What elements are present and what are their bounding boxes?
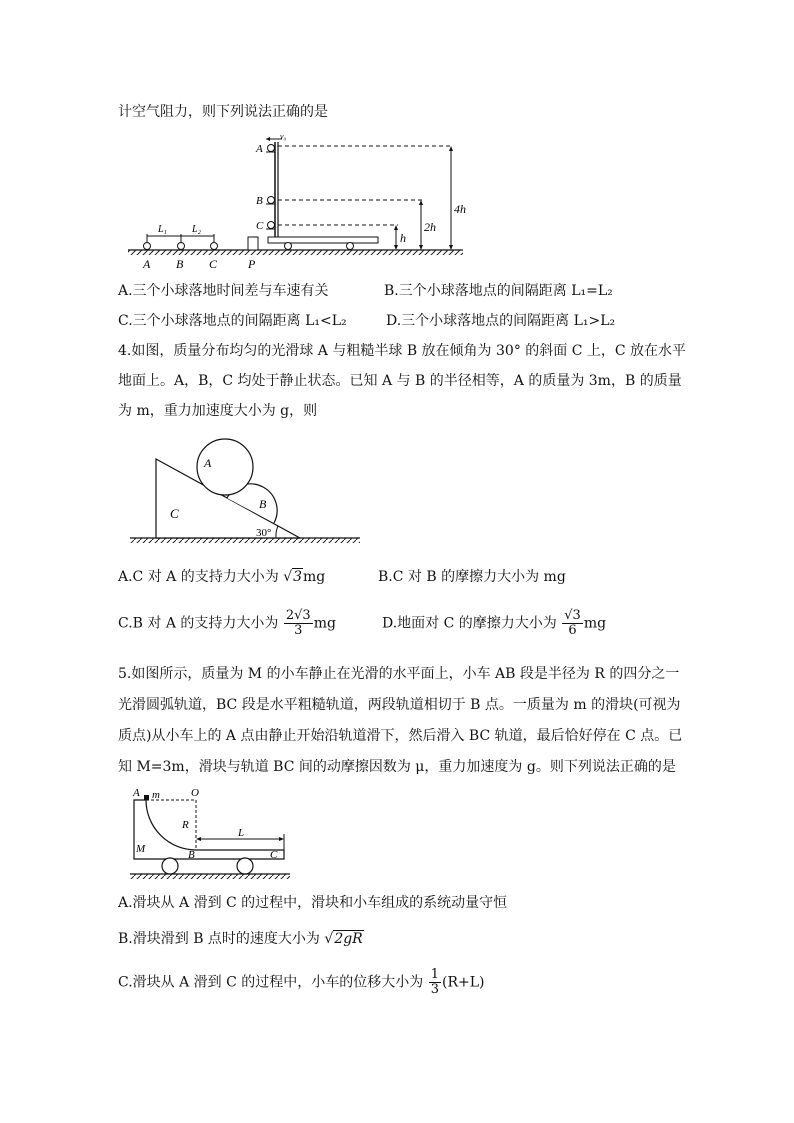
- label-C: C: [209, 257, 218, 271]
- q5-stem-line-4: 知 M=3m，滑块与轨道 BC 间的动摩擦因数为 μ，重力加速度为 g。则下列说法正确的是: [118, 759, 676, 775]
- q5-option-C-denominator: 3: [430, 982, 440, 997]
- cart-body: [134, 800, 284, 859]
- q3-option-C[interactable]: C.三个小球落地点的间隔距离 L₁<L₂: [118, 313, 347, 329]
- sqrt-icon: √3: [283, 569, 303, 585]
- q4-option-D-numerator: √3: [564, 608, 581, 623]
- label-pole-A: A: [256, 143, 263, 155]
- label-C: C: [270, 849, 278, 861]
- cart-wheel: [285, 243, 292, 250]
- label-h: h: [400, 231, 406, 245]
- label-4h: 4h: [454, 202, 466, 216]
- label-M: M: [136, 843, 146, 855]
- q4-stem-line-1: 4.如图，质量分布均匀的光滑球 A 与粗糙半球 B 放在倾角为 30° 的斜面 C 上，C 放在水平: [118, 343, 687, 359]
- q4-option-C-unit: mg: [313, 615, 336, 632]
- label-L1: L₁: [158, 224, 168, 235]
- q3-figure: [118, 130, 468, 275]
- label-P: P: [248, 257, 256, 271]
- q5-stem-line-2: 光滑圆弧轨道，BC 段是水平粗糙轨道，两段轨道相切于 B 点。一质量为 m 的滑块(可视为: [118, 697, 681, 713]
- q4-option-C-fraction: [284, 609, 313, 638]
- q4-option-A[interactable]: [118, 567, 325, 587]
- label-O: O: [191, 787, 199, 799]
- q3-option-D[interactable]: D.三个小球落地点的间隔距离 L₁>L₂: [386, 313, 616, 329]
- label-A: A: [133, 787, 140, 799]
- q5-option-B-radicand: 2gR: [334, 931, 363, 947]
- q4-option-C[interactable]: [118, 609, 336, 638]
- cart-wheel: [237, 858, 253, 874]
- label-B: B: [259, 497, 267, 511]
- q5-option-C-unit: (R+L): [442, 974, 485, 991]
- label-R: R: [182, 819, 189, 831]
- q4-stem-line-3: 为 m，重力加速度大小为 g，则: [118, 403, 318, 419]
- q4-option-A-text: A.C 对 A 的支持力大小为: [118, 569, 279, 585]
- ball-A-pole: [268, 145, 275, 152]
- label-v0: v₀: [280, 132, 287, 141]
- q4-option-D-denominator: 6: [568, 623, 577, 638]
- q4-option-C-text: C.B 对 A 的支持力大小为: [118, 615, 279, 632]
- q4-option-A-unit: mg: [303, 569, 326, 585]
- q4-figure: [128, 432, 363, 547]
- q5-figure: [128, 786, 293, 886]
- q5-stem-line-3: 质点)从小车上的 A 点由静止开始沿轨道滑下，然后滑入 BC 轨道，最后恰好停在 C 点。已: [118, 728, 683, 744]
- q4-stem-line-2: 地面上。A，B，C 均处于静止状态。已知 A 与 B 的半径相等，A 的质量为 3m，B 的质量: [118, 373, 682, 389]
- q4-option-A-radicand: 3: [293, 569, 303, 585]
- q4-option-D-fraction: [562, 609, 583, 638]
- label-2h: 2h: [424, 220, 436, 234]
- label-incline-C: C: [170, 506, 179, 521]
- label-m: m: [152, 789, 160, 801]
- label-L: L: [238, 827, 245, 839]
- label-L2: L₂: [192, 224, 202, 235]
- intro-text: 计空气阻力，则下列说法正确的是: [118, 104, 328, 120]
- q4-option-D-unit: mg: [583, 615, 607, 632]
- block-m: [144, 795, 149, 800]
- label-pole-C: C: [256, 220, 264, 232]
- q4-option-D[interactable]: [382, 609, 606, 638]
- label-B: B: [176, 257, 184, 271]
- label-pole-B: B: [256, 195, 263, 207]
- ball-C-ground: [211, 243, 218, 250]
- ball-B-ground: [178, 243, 185, 250]
- ball-C-pole: [268, 222, 275, 229]
- cart-wheel: [162, 858, 178, 874]
- cart-base: [268, 237, 378, 243]
- q5-option-A[interactable]: A.滑块从 A 滑到 C 的过程中，滑块和小车组成的系统动量守恒: [118, 895, 508, 911]
- q3-option-B[interactable]: B.三个小球落地点的间隔距离 L₁=L₂: [384, 283, 613, 299]
- ball-B-pole: [268, 197, 275, 204]
- ball-A-ground: [144, 243, 151, 250]
- q5-option-B-text: B.滑块滑到 B 点时的速度大小为: [118, 931, 320, 947]
- q4-option-C-denominator: 3: [294, 623, 303, 638]
- q4-option-D-text: D.地面对 C 的摩擦力大小为: [382, 615, 557, 632]
- cart-wheel: [347, 243, 354, 250]
- q5-option-C-fraction: [429, 968, 441, 997]
- post-P: [248, 237, 258, 250]
- q5-stem-line-1: 5.如图所示，质量为 M 的小车静止在光滑的水平面上，小车 AB 段是半径为 R 的四分之一: [118, 666, 680, 682]
- sqrt-icon: √2gR: [324, 931, 363, 947]
- label-angle: 30°: [256, 527, 272, 539]
- label-B: B: [188, 849, 195, 861]
- q5-option-C[interactable]: [118, 968, 485, 997]
- q5-option-C-text: C.滑块从 A 滑到 C 的过程中，小车的位移大小为: [118, 974, 424, 991]
- q4-option-C-numerator: 2√3: [285, 608, 311, 623]
- q5-option-B[interactable]: [118, 929, 364, 949]
- q3-option-A[interactable]: A.三个小球落地时间差与车速有关: [118, 283, 329, 299]
- label-A: A: [143, 257, 151, 271]
- q4-option-B[interactable]: B.C 对 B 的摩擦力大小为 mg: [378, 569, 566, 585]
- q5-option-C-numerator: 1: [430, 967, 440, 982]
- label-A: A: [204, 456, 212, 470]
